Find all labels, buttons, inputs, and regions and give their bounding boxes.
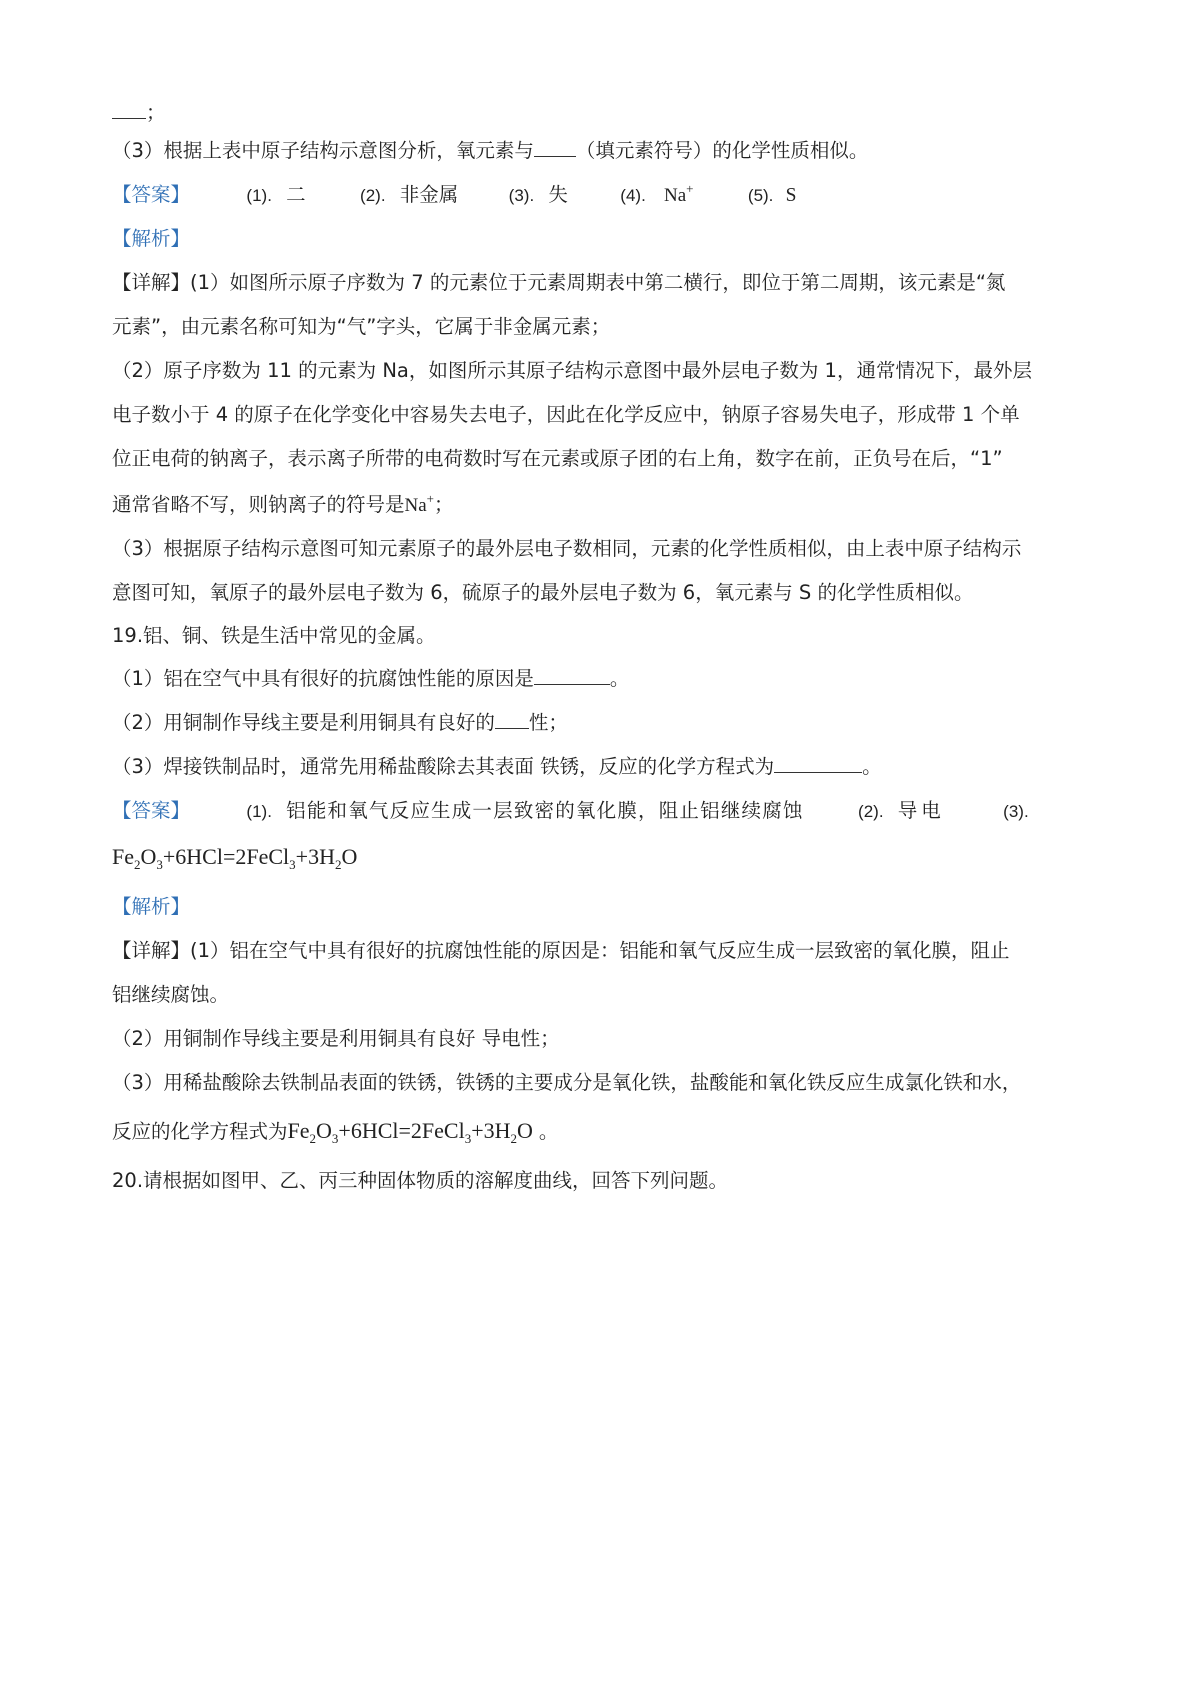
q19-part2: （2）用铜制作导线主要是利用铜具有良好的 性； [112,708,568,738]
q19-detail-line: （2）用铜制作导线主要是利用铜具有良好 导电性； [112,1027,560,1050]
answer-text: 失 [548,183,568,206]
q18-detail-line: 位正电荷的钠离子，表示离子所带的电荷数时写在元素或原子团的右上角，数字在前，正负号在后，“1” [112,447,1003,470]
q18-detail-line: 【详解】(1）如图所示原子序数为 7 的元素位于元素周期表中第二横行，即位于第二周期，该元素是“氮 [112,271,1006,294]
q18-blank-line: ； [112,98,166,128]
answer-num: (2). [360,186,386,205]
q18-detail-line: 元素”，由元素名称可知为“气”字头，它属于非金属元素； [112,315,611,338]
answer-text: 铝能和氧气反应生成一层致密的氧化膜，阻止铝继续腐蚀 [286,799,804,822]
answer-num: (4). [620,186,646,205]
answer-tag: 【答案】 [112,799,191,822]
q19-part1: （1）铝在空气中具有很好的抗腐蚀性能的原因是 。 [112,664,629,694]
answer-text: 非金属 [399,183,459,206]
q19-answer [112,796,1029,827]
answer-blank [495,708,529,729]
q19-stem: 19.铝、铜、铁是生活中常见的金属。 [112,624,436,647]
q19-detail-line: 铝继续腐蚀。 [112,983,230,1006]
answer-num: (3). [1003,802,1029,821]
q18-detail-line: 通常省略不写，则钠离子的符号是Na+； [112,491,454,516]
q18-detail-line: （3）根据原子结构示意图可知元素原子的最外层电子数相同，元素的化学性质相似，由上表中原子结构示 [112,537,1022,560]
answer-num: (1). [246,186,272,205]
sodium-ion: Na+ [404,491,435,516]
answer-num: (1). [246,802,272,821]
q19-detail-line: 反应的化学方程式为$Fe_2O_3+6HCl=2FeCl_3+3H_2O$ 。 [112,1118,559,1146]
q19-detail-line: （3）用稀盐酸除去铁制品表面的铁锈，铁锈的主要成分是氧化铁，盐酸能和氧化铁反应生成氯化铁和水， [112,1071,1022,1094]
analysis-tag: 【解析】 [112,227,191,250]
answer-num: (2). [858,802,884,821]
q18-detail-line: 意图可知，氧原子的最外层电子数为 6，硫原子的最外层电子数为 6，氧元素与 S 的化学性质相似。 [112,581,974,604]
answer-num: (3). [508,186,535,205]
answer-blank [534,664,610,685]
answer-text: 导电 [897,799,945,822]
answer-text: S [785,185,797,206]
analysis-tag: 【解析】 [112,895,191,918]
chemical-equation: $Fe_2O_3+6HCl=2FeCl_3+3H_2O$ [287,1118,533,1146]
chemical-equation: $Fe_2O_3+6HCl=2FeCl_3+3H_2O$ [112,844,358,872]
q18-part3: （3）根据上表中原子结构示意图分析，氧元素与 （填元素符号）的化学性质相似。 [112,136,868,166]
q19-detail-line: 【详解】(1）铝在空气中具有很好的抗腐蚀性能的原因是：铝能和氧气反应生成一层致密的氧化膜，阻止 [112,939,1010,962]
answer-blank [534,136,576,157]
answer-blank [112,98,146,119]
q18-detail-line: 电子数小于 4 的原子在化学变化中容易失去电子，因此在化学反应中，钠原子容易失电子，形成带 1 个单 [112,403,1020,426]
q18-detail-line: （2）原子序数为 11 的元素为 Na，如图所示其原子结构示意图中最外层电子数为 1，通常情况下，最外层 [112,359,1032,382]
answer-tag: 【答案】 [112,183,191,206]
q18-answer [112,180,796,211]
sodium-ion: Na+ [664,181,694,206]
q19-part3: （3）焊接铁制品时，通常先用稀盐酸除去其表面 铁锈，反应的化学方程式为 。 [112,752,882,782]
answer-blank [774,752,862,773]
answer-num: (5). [747,186,774,205]
q20-stem: 20.请根据如图甲、乙、丙三种固体物质的溶解度曲线，回答下列问题。 [112,1169,729,1192]
answer-text: 二 [286,183,306,206]
